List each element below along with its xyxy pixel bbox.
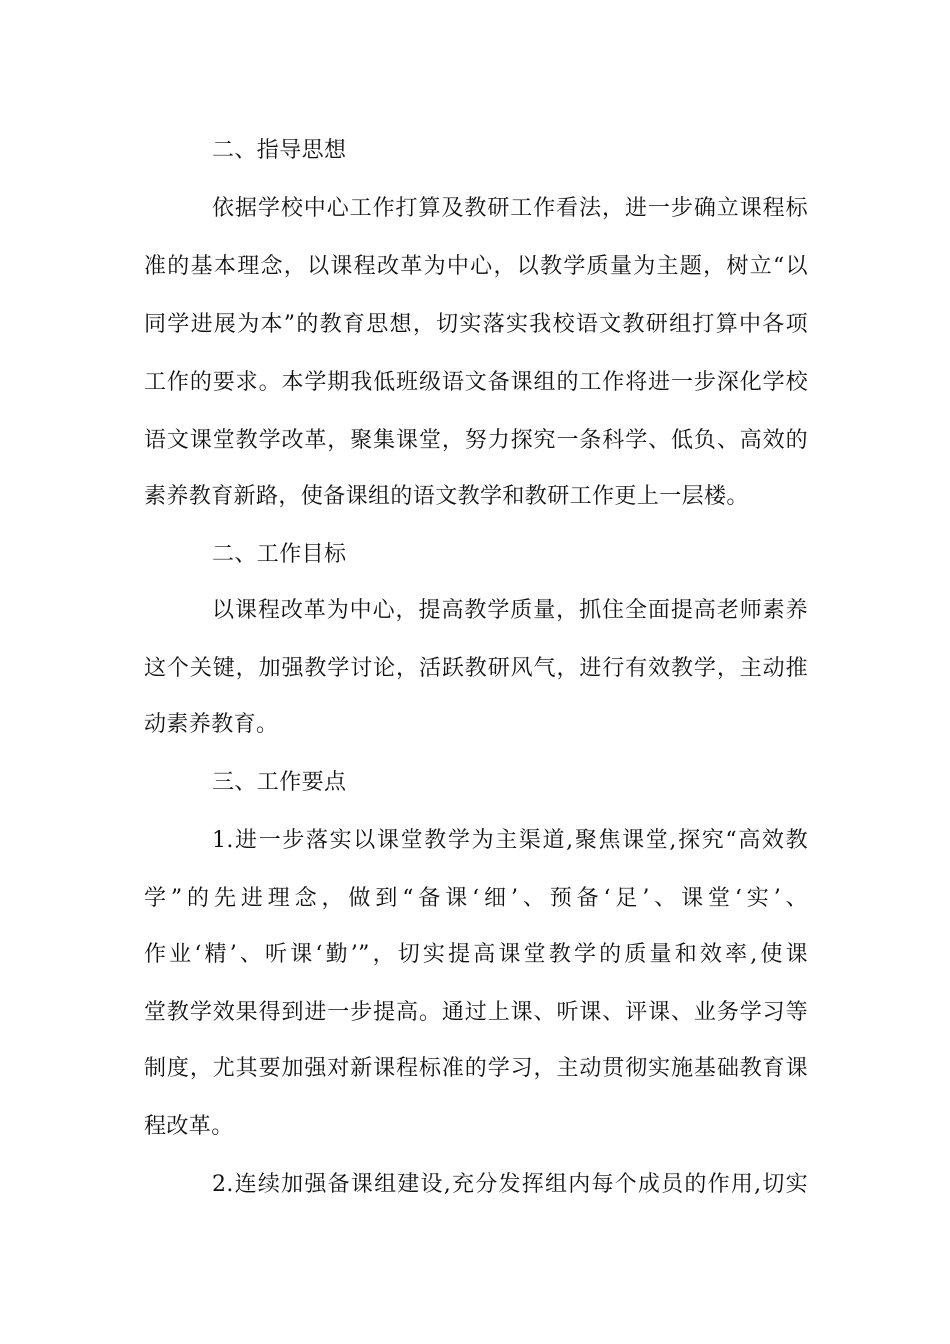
section-heading-work-goals: 二、工作目标 xyxy=(212,542,347,567)
paragraph-line: 堂教学效果得到进一步提高。通过上课、听课、评课、业务学习等 xyxy=(144,1000,808,1025)
paragraph-line: 学”的先进理念，做到“备课‘细’、预备‘足’、课堂‘实’、 xyxy=(144,886,808,911)
paragraph-line: 语文课堂教学改革，聚集课堂，努力探究一条科学、低负、高效的 xyxy=(144,428,808,453)
paragraph-line: 素养教育新路，使备课组的语文教学和教研工作更上一层楼。 xyxy=(144,484,749,509)
paragraph-line: 动素养教育。 xyxy=(144,712,279,737)
paragraph-line: 1.进一步落实以课堂教学为主渠道,聚焦课堂,探究“高效教 xyxy=(212,828,808,853)
paragraph-line: 制度，尤其要加强对新课程标准的学习，主动贯彻实施基础教育课 xyxy=(144,1056,808,1081)
paragraph-line: 以课程改革为中心，提高教学质量，抓住全面提高老师素养 xyxy=(212,598,808,623)
paragraph-line: 这个关键，加强教学讨论，活跃教研风气，进行有效教学，主动推 xyxy=(144,656,808,681)
paragraph-line: 程改革。 xyxy=(144,1114,234,1139)
paragraph-line: 作业‘精’、听课‘勤’”，切实提高课堂教学的质量和效率,使课 xyxy=(144,942,808,967)
paragraph-line: 同学进展为本”的教育思想，切实落实我校语文教研组打算中各项 xyxy=(144,312,808,337)
section-heading-work-points: 三、工作要点 xyxy=(212,770,347,795)
paragraph-line: 依据学校中心工作打算及教研工作看法，进一步确立课程标 xyxy=(212,196,808,221)
paragraph-line: 2.连续加强备课组建设,充分发挥组内每个成员的作用,切实 xyxy=(212,1172,808,1197)
section-heading-guiding-ideology: 二、指导思想 xyxy=(212,138,347,163)
paragraph-line: 工作的要求。本学期我低班级语文备课组的工作将进一步深化学校 xyxy=(144,370,808,395)
paragraph-line: 准的基本理念，以课程改革为中心，以教学质量为主题，树立“以 xyxy=(144,254,808,279)
